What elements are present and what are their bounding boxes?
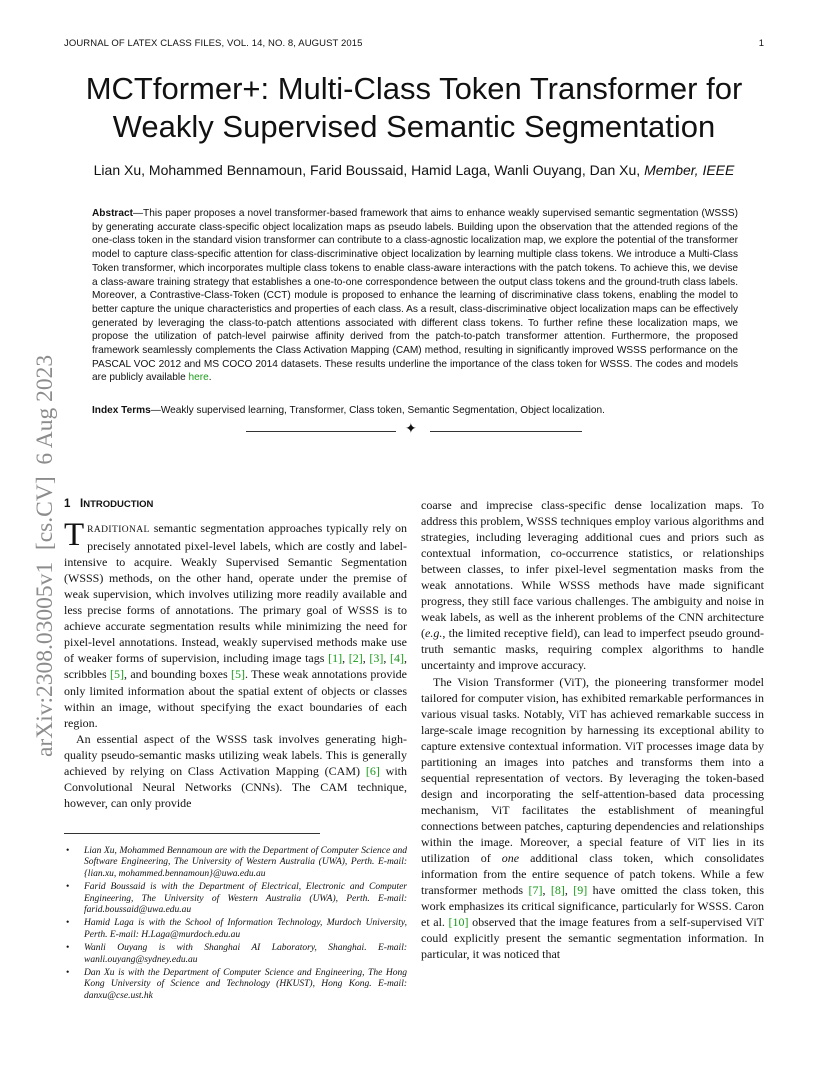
text-run: coarse and imprecise class-specific dense localization maps. To address this problem, WSSS techniques employ various algorithms and strategies, including leveraging additional cues and priors such as contextual information, co-occurrence statistics, or relationships between classes, to infer pixel-level segmentation masks from the weak annotations. While WSSS methods have made significant progress, they still face various challenges. The ambiguity and noise in weak labels, as well as the inherent problems of the CNN architecture ( — [421, 498, 764, 641]
text-run: one — [501, 851, 520, 866]
citation[interactable]: [5] — [230, 667, 245, 682]
running-header: JOURNAL OF LATEX CLASS FILES, VOL. 14, NO. 8, AUGUST 2015 — [64, 38, 363, 49]
index-terms-text: —Weakly supervised learning, Transformer, Class token, Semantic Segmentation, Object localization. — [150, 405, 605, 416]
footnote-text: Wanli Ouyang is with Shanghai AI Laboratory, Shanghai. E-mail: wanli.ouyang@sydney.edu.au — [84, 943, 407, 965]
citation[interactable]: [5] — [109, 667, 124, 682]
citation[interactable]: [9] — [573, 883, 588, 898]
footnote-text: Lian Xu, Mohammed Bennamoun are with the Department of Computer Science and Software Engineering, The University of Western Australia (UWA), Perth. E-mail: {lian.xu, mohammed.bennamoun}@uwa.edu.au — [84, 846, 407, 879]
arxiv-stamp — [23, 287, 61, 757]
text-run: , and bounding boxes — [123, 667, 231, 682]
citation[interactable]: [2] — [348, 651, 363, 666]
authors-suffix: Member, IEEE — [644, 162, 735, 178]
footnote-item — [64, 918, 407, 941]
code-link[interactable]: here — [188, 372, 209, 384]
citation[interactable]: [10] — [448, 915, 469, 930]
footnote-text: Dan Xu is with the Department of Computer Science and Engineering, The Hong Kong University of Science and Technology (HKUST), Hong Kong. E-mail: danxu@cse.ust.hk — [84, 968, 407, 1001]
text-run: e.g., — [425, 626, 446, 641]
citation[interactable]: [6] — [365, 763, 380, 778]
intro-paragraph-1: TRADITIONAL semantic segmentation approaches typically rely on precisely annotated pixel-level labels, which are costly and label-intensive to acquire. Weakly Supervised Semantic Segmentation (WSSS) methods, on the other hand, operate under the premise of weak supervision, which involves utilizing more readily available and less precise forms of annotations. The primary goal of WSSS is to achieve accurate segmentation results while minimizing the need for pixel-level annotations. Instead, weakly supervised methods make use of weaker forms of supervision, including image tags [1], [2], [3], [4], scribbles [5], and bounding boxes [5]. These weak annotations provide only limited information about the spatial extent of objects or classes within an image, without specifying the exact boundaries of each region. — [64, 517, 408, 730]
bullet-icon: • — [66, 943, 70, 954]
text-run: observed that the image features from a self-supervised ViT could explicitly present the semantic segmentation information. In particular, it was noticed that — [421, 915, 764, 962]
intro-paragraph-2 — [64, 731, 407, 811]
page-number: 1 — [758, 38, 764, 49]
section-number: 1 — [64, 498, 71, 510]
text-run: semantic segmentation approaches typically rely on precisely annotated pixel-level labels, which are costly and label-intensive to acquire. Weakly Supervised Semantic Segmentation (WSSS) methods, on the other hand, operate under the premise of weak supervision, which involves utilizing more readily available and less precise forms of annotations. The primary goal of WSSS is to achieve accurate segmentation results while minimizing the need for pixel-level annotations. Instead, weakly supervised methods make use of weaker forms of supervision, including image tags — [64, 521, 407, 666]
section-title-rest: NTRODUCTION — [83, 499, 154, 510]
abstract — [92, 207, 738, 385]
paper-title — [0, 70, 828, 146]
bullet-icon: • — [66, 968, 70, 979]
citation[interactable]: [8] — [550, 883, 565, 898]
footnote-item — [64, 882, 407, 916]
text-run: with Convolutional Neural Networks (CNNs). The CAM technique, however, can only provide — [64, 763, 407, 810]
bullet-icon: • — [66, 882, 70, 893]
text-run: the limited receptive field), can lead to imperfect pseudo ground-truth semantic masks, requiring complex algorithms to handle uncertainty and improve accuracy. — [421, 626, 764, 673]
separator-line-left — [246, 431, 396, 432]
text-run: The Vision Transformer (ViT), the pioneering transformer model tailored for computer vision, has exhibited remarkable performances in various visual tasks. Notably, ViT has achieved remarkable success in large-scale image recognition by harnessing its exceptional ability to capture extensive contextual information. ViT processes image data by partitioning an images into patches and transforms them into a sequential representation of vectors. By leveraging the token-based design and incorporating the self-attention-based data processing mechanism, ViT facilitates the establishment of meaningful connections between patches, capturing dependencies and relationships within the image. Moreover, a special feature of ViT lies in its utilization of — [421, 674, 764, 866]
intro-paragraph-4: The Vision Transformer (ViT), the pioneering transformer model tailored for computer vision, has exhibited remarkable performances in various visual tasks. Notably, ViT has achieved remarkable success in large-scale image recognition by harnessing its exceptional ability to capture extensive contextual information. ViT processes image data by partitioning an images into patches and transforms them into a sequential representation of vectors. By leveraging the token-based design and incorporating the self-attention-based data processing mechanism, ViT facilitates the establishment of meaningful connections between patches, capturing dependencies and relationships within the image. Moreover, a special feature of ViT lies in its utilization of one additional class token, which consolidates information from the entire sequence of patch tokens. While a few transformer methods [7], [8], [9] have omitted the class token, this work emphasizes its critical significance, particularly for WSSS. Caron et al. [10] observed that the image features from a self-supervised ViT could explicitly present the semantic segmentation information. In particular, it was noticed that — [421, 674, 764, 962]
arxiv-stamp-text: arXiv:2308.03005v1 [cs.CV] 6 Aug 2023 — [32, 354, 58, 757]
right-column — [421, 497, 764, 962]
title-line-1: MCTformer+: Multi-Class Token Transformer for — [85, 71, 743, 106]
footnote-text: Hamid Laga is with the School of Information Technology, Murdoch University, Perth. E-mail: H.Laga@murdoch.edu.au — [84, 918, 407, 940]
citation[interactable]: [7] — [528, 883, 543, 898]
text-run: additional class token, which consolidates information from the entire sequence of patch tokens. While a few transformer methods — [421, 851, 764, 898]
index-terms — [92, 404, 738, 418]
drop-cap-rest: RADITIONAL — [87, 525, 150, 536]
text-run: . These weak annotations provide only limited information about the spatial extent of objects or classes within an image, without specifying the exact boundaries of each region. — [64, 667, 407, 730]
citation[interactable]: [1] — [328, 651, 343, 666]
left-column — [64, 496, 407, 811]
citation[interactable]: [4] — [390, 651, 405, 666]
separator-line-right — [430, 431, 582, 432]
text-run: An essential aspect of the WSSS task involves generating high-quality pseudo-semantic masks utilizing weak labels. This is generally achieved by relying on Class Activation Mapping (CAM) — [64, 731, 407, 778]
footnotes — [64, 846, 407, 1004]
footnote-item — [64, 968, 407, 1002]
text-run: have omitted the class token, this work emphasizes its critical significance, particularly for WSSS. Caron et al. — [421, 883, 764, 930]
intro-paragraph-3 — [421, 497, 764, 674]
drop-cap: T — [64, 517, 85, 554]
footnote-text: Farid Boussaid is with the Department of Electrical, Electronic and Computer Engineering, The University of Western Australia (UWA), Perth. E-mail: farid.boussaid@uwa.edu.au — [84, 882, 407, 916]
abstract-text: —This paper proposes a novel transformer-based framework that aims to enhance weakly supervised semantic segmentation (WSSS) by generating accurate class-specific object localization maps as pseudo labels. Building upon the observation that the attended regions of the one-class token in the standard vision transformer can contribute to a class-agnostic localization map, we explore the potential of the transformer model to capture class-specific attention for class-discriminative object localization by learning multiple class tokens. We introduce a Multi-Class Token transformer, which incorporates multiple class tokens to enable class-aware interactions with the patch tokens. To achieve this, we devise a class-aware training strategy that establishes a one-to-one correspondence between the output class tokens and the ground-truth class labels. Moreover, a Contrastive-Class-Token (CCT) module is proposed to enhance the learning of discriminative class tokens, enabling the model to better capture the unique characteristics and properties of each class. As a result, class-discriminative object localization maps can be effectively generated by leveraging the class-to-patch attentions associated with different class tokens. To further refine these localization maps, we propose the utilization of patch-level pairwise affinity derived from the patch-to-patch transformer attention. Furthermore, the proposed framework seamlessly complements the Class Activation Mapping (CAM) method, resulting in significantly improved WSSS performance on the PASCAL VOC 2012 and MS COCO 2014 datasets. These results underline the importance of the class token for WSSS. The codes and models are publicly available — [92, 208, 738, 384]
title-line-2: Weakly Supervised Semantic Segmentation — [112, 109, 716, 144]
bullet-icon: • — [66, 846, 70, 856]
footnote-rule — [64, 833, 320, 834]
bullet-icon: • — [66, 918, 70, 929]
text-run: , scribbles — [64, 651, 408, 682]
footnote-item — [64, 846, 407, 880]
author-list — [0, 162, 828, 178]
footnote-item — [64, 943, 407, 966]
citation[interactable]: [3] — [369, 651, 384, 666]
index-terms-label: Index Terms — [92, 405, 151, 416]
authors-names: Lian Xu, Mohammed Bennamoun, Farid Boussaid, Hamid Laga, Wanli Ouyang, Dan Xu, — [93, 162, 641, 178]
section-title-first: I — [80, 498, 84, 510]
separator-star-icon: ✦ — [405, 422, 417, 437]
abstract-end: . — [208, 372, 212, 384]
abstract-label: Abstract — [92, 208, 133, 219]
section-heading — [64, 496, 407, 513]
